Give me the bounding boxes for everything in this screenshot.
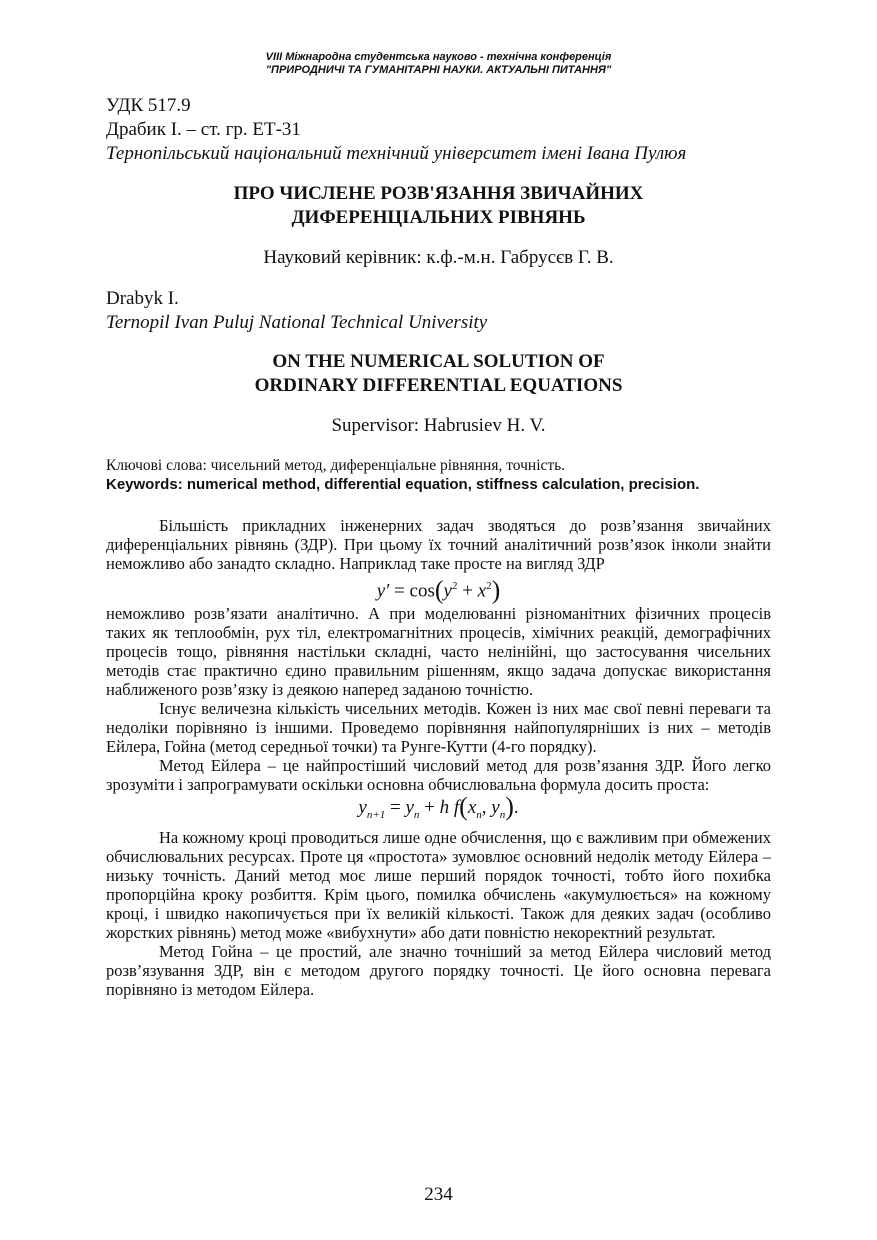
keywords — [106, 456, 771, 494]
formula2-dot: . — [513, 797, 519, 819]
formula-ode-example — [106, 573, 771, 604]
formula2-plus: + — [419, 797, 440, 819]
formula1-rparen: ) — [491, 575, 501, 605]
en-meta — [106, 287, 771, 335]
formula2-rparen: ) — [505, 792, 514, 822]
affiliation-ua: Тернопільський національний технічний університет імені Івана Пулюя — [106, 143, 687, 164]
title-en-line1: ON THE NUMERICAL SOLUTION OF — [272, 351, 605, 372]
page-number: 234 — [424, 1184, 453, 1205]
formula1-x-exp: 2 — [486, 580, 492, 592]
formula2-eq: = — [385, 797, 406, 819]
title-ua-line2: ДИФЕРЕНЦІАЛЬНИХ РІВНЯНЬ — [291, 207, 586, 228]
title-en — [0, 350, 877, 398]
formula2-h: h — [439, 797, 450, 819]
formula1-x: x — [477, 580, 487, 602]
supervisor-ua: Науковий керівник: к.ф.-м.н. Габрусєв Г. В. — [263, 247, 614, 268]
title-en-line2: ORDINARY DIFFERENTIAL EQUATIONS — [254, 375, 623, 396]
formula2-y: y — [405, 797, 414, 819]
author-en: Drabyk I. — [106, 288, 179, 309]
paragraph-6: Метод Гойна – це простий, але значно точніший за метод Ейлера числовий метод розв’язування ЗДР, він є методом другого порядку точності. Це його основна перевага порівняно із методом Ейлера. — [106, 942, 771, 1000]
ua-meta — [106, 94, 771, 166]
formula1-eq: = — [389, 580, 410, 602]
formula2-y2: y — [491, 797, 500, 819]
formula2-lhs: y — [358, 797, 367, 819]
formula-euler — [106, 794, 771, 828]
keywords-ua: Ключові слова: чисельний метод, диференціальне рівняння, точність. — [106, 457, 566, 474]
paragraph-2: неможливо розв’язати аналітично. А при моделюванні різноманітних фізичних процесів таких як теплообмін, рух тіл, електромагнітних процесів, хімічних реакцій, демографічних процесів тощо, рівняння настільки складні, часто нелінійні, що застосування чисельних методів стає практично єдино правильним рішенням, якщо задача допускає використання наближеного розв’язку із деякою наперед заданою точністю. — [106, 604, 771, 700]
article-body — [106, 516, 771, 999]
keywords-en: Keywords: numerical method, differential equation, stiffness calculation, precision. — [106, 476, 700, 493]
formula2-x: x — [467, 797, 477, 819]
formula2-y-sub: n — [413, 809, 420, 822]
formula1-y: y — [443, 580, 452, 602]
formula1-y-exp: 2 — [451, 580, 458, 592]
conference-header — [0, 51, 877, 77]
paragraph-3: Існує величезна кількість чисельних методів. Кожен із них має свої певні переваги та недоліки порівняно із іншими. Проведемо порівняння найпопулярніших із них – методів Ейлера, Гойна (метод середньої точки) та Рунге-Кутти (4-го порядку). — [106, 699, 771, 757]
formula1-plus: + — [457, 580, 478, 602]
formula2-comma: , — [481, 797, 492, 819]
paragraph-1: Більшість прикладних інженерних задач зводяться до розв’язання звичайних диференціальних рівнянь (ЗДР). При цьому їх точний аналітичний розв’язок інколи знайти неможливо або занадто складно. Наприклад таке просте на вигляд ЗДР — [106, 516, 771, 573]
conference-name: VIII Міжнародна студентська науково - технічна конференція — [265, 51, 612, 63]
paragraph-4: Метод Ейлера – це найпростіший числовий метод для розв’язання ЗДР. Його легко зрозуміти і запрограмувати оскільки основна обчислювальна формула досить проста: — [106, 756, 771, 795]
formula2-lparen: ( — [459, 792, 468, 822]
supervisor-en: Supervisor: Habrusiev H. V. — [331, 415, 546, 436]
conference-theme: "ПРИРОДНИЧІ ТА ГУМАНІТАРНІ НАУКИ. АКТУАЛЬНІ ПИТАННЯ" — [265, 64, 612, 76]
formula1-lparen: ( — [434, 575, 444, 605]
title-ua — [0, 182, 877, 230]
udc-code: УДК 517.9 — [106, 95, 191, 116]
title-ua-line1: ПРО ЧИСЛЕНЕ РОЗВ'ЯЗАННЯ ЗВИЧАЙНИХ — [233, 183, 644, 204]
formula2-y2-sub: n — [499, 809, 506, 822]
formula2-f: f — [453, 797, 460, 819]
formula1-cos: cos — [409, 580, 435, 602]
paragraph-5: На кожному кроці проводиться лише одне обчислення, що є важливим при обмежених обчислювальних ресурсах. Проте ця «простота» зумовлює основний недолік методу Ейлера – низьку точність. Даний метод моє лише перший порядок точності, тобто його похибка пропорційна кроку розбиття. Крім цього, помилка обчислень «акумулюється» на кожному кроці, і швидко накопичується при їх великій кількості. Також для деяких задач (особливо жорстких рівнянь) метод може «вибухнути» або дати повністю некоректний результат. — [106, 828, 771, 943]
formula2-lhs-sub: n+1 — [366, 809, 386, 822]
author-ua: Драбик І. – ст. гр. ЕТ-31 — [106, 119, 301, 140]
affiliation-en: Ternopil Ivan Puluj National Technical University — [106, 312, 488, 333]
formula1-lhs: y′ — [376, 580, 390, 602]
formula2-x-sub: n — [476, 809, 482, 822]
